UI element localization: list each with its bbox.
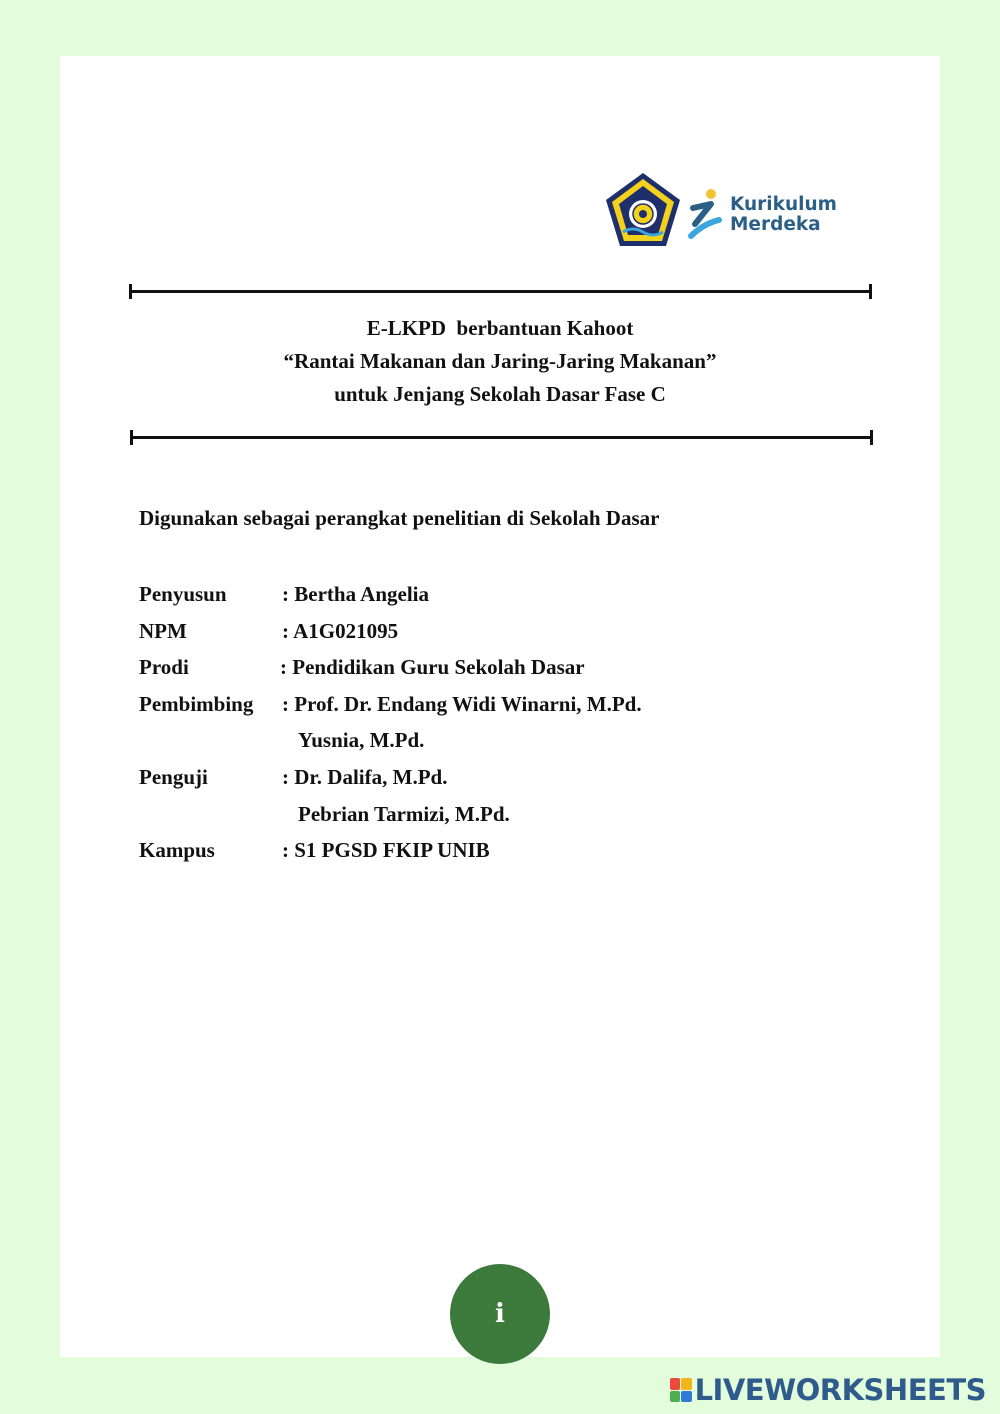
bottom-divider [130,436,873,439]
info-label: Prodi [139,655,189,680]
title-line-1: E-LKPD berbantuan Kahoot [366,316,634,340]
info-label: Kampus [139,838,215,863]
purpose-statement: Digunakan sebagai perangkat penelitian di Sekolah Dasar [139,506,660,530]
document-title [60,312,940,411]
info-value: : Dr. Dalifa, M.Pd. [282,764,448,789]
merdeka-text: Merdeka [730,214,821,235]
title-line-3: untuk Jenjang Sekolah Dasar Fase C [334,382,666,406]
kurikulum-merdeka-wordmark [730,195,837,235]
kurikulum-merdeka-mark-icon [685,186,725,246]
title-line-2: “Rantai Makanan dan Jaring-Jaring Makanan” [283,349,717,373]
header-logos [603,170,843,254]
info-value: : Prof. Dr. Endang Widi Winarni, M.Pd. [282,691,642,716]
kurikulum-text: Kurikulum [730,194,837,215]
info-value: Yusnia, M.Pd. [298,728,425,753]
info-value: : A1G021095 [282,618,399,643]
info-label: Penguji [139,764,208,789]
info-icon: i [495,1299,505,1329]
info-label: NPM [139,618,187,643]
info-button[interactable] [450,1264,550,1364]
worksheet-page [60,56,940,1357]
liveworksheets-logo-icon [670,1378,692,1402]
top-divider [129,290,872,293]
university-logo-icon [603,170,683,250]
liveworksheets-watermark[interactable] [670,1373,986,1407]
info-value: : Pendidikan Guru Sekolah Dasar [280,655,585,680]
info-label: Penyusun [139,582,227,606]
watermark-text: LIVEWORKSHEETS [694,1373,986,1407]
info-label: Pembimbing [139,691,254,716]
info-value: Pebrian Tarmizi, M.Pd. [298,801,510,826]
info-value: : Bertha Angelia [282,582,429,606]
info-value: : S1 PGSD FKIP UNIB [282,838,490,863]
